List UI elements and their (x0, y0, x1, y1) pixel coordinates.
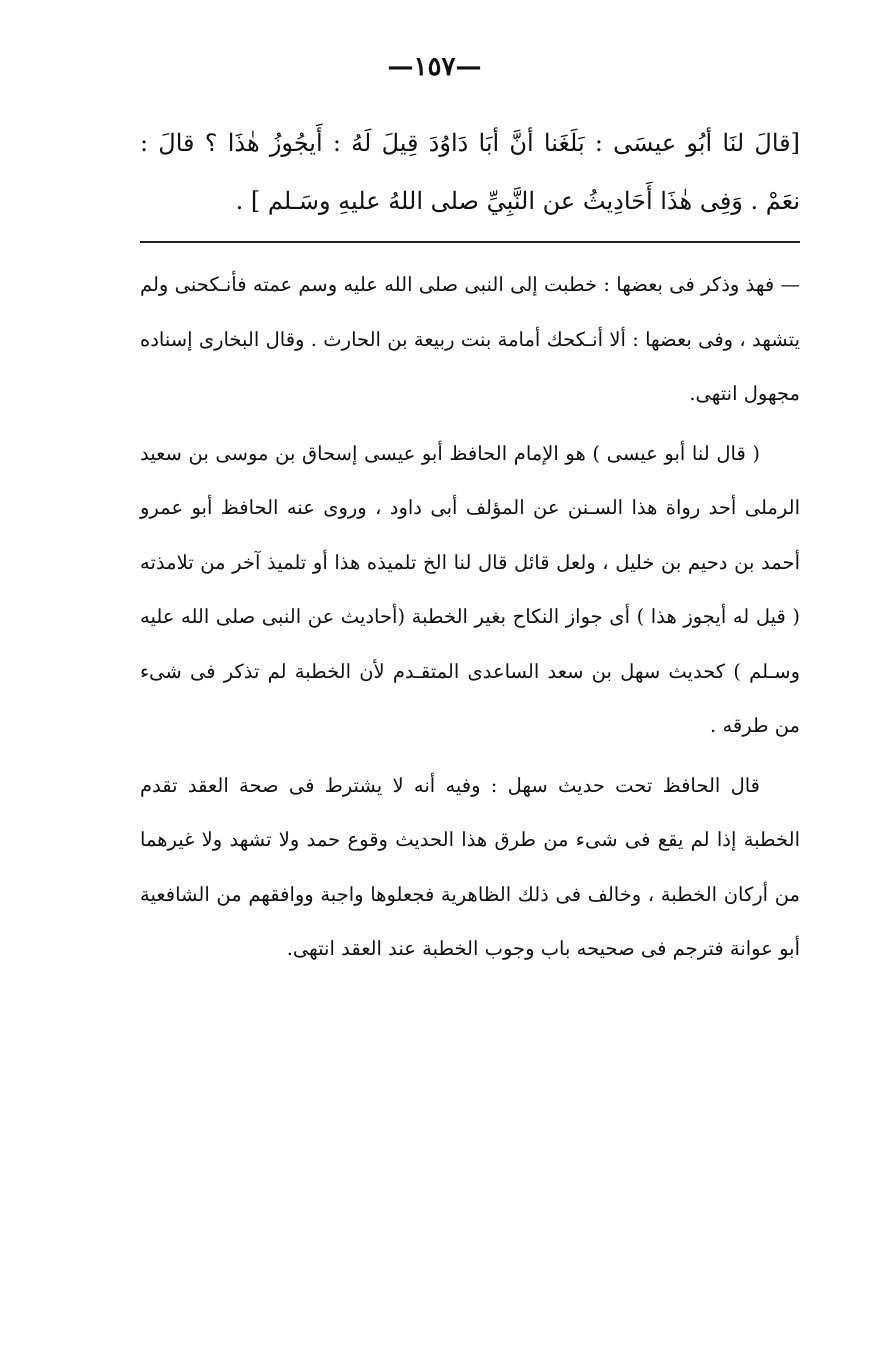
hadith-text (140, 114, 800, 230)
commentary-paragraph-3: قال الحافظ تحت حديث سهل : وفيه أنه لا يشترط فى صحة العقد تقدم الخطبة إذا لم يقع فى شىء من طرق هذا الحديث وقوع حمد ولا تشهد ولا غيرهما من أركان الخطبة ، وخالف فى ذلك الظاهرية فجعلوها واجبة ووافقهم من الشافعية أبو عوانة فترجم فى صحيحه باب وجوب الخطبة عند العقد انتهى. (140, 773, 800, 960)
commentary-paragraph-1: — فهذ وذكر فى بعضها : خطبت إلى النبى صلى الله عليه وسم عمته فأنـكحنى ولم يتشهد ، وفى بعضها : ألا أنـكحك أمامة بنت ربيعة بن الحارث . وقال البخارى إسناده مجهول انتهى. (140, 273, 800, 405)
commentary-paragraph-2: ( قال لنا أبو عيسى ) هو الإمام الحافظ أبو عيسى إسحاق بن موسى بن سعيد الرملى أحد رواة هذا السـنن عن المؤلف أبى داود ، وروى عنه الحافظ أبو عمرو أحمد بن دحيم بن خليل ، ولعل قائل قال لنا الخ تلميذه هذا أو تلميذ آخر من تلامذته ( قيل له أيجوز هذا ) أى جواز النكاح بغير الخطبة (أحاديث عن النبى صلى الله عليه وسـلم ) كحديث سهل بن سعد الساعدى المتقـدم لأن الخطبة لم تذكر فى شىء من طرقه . (140, 441, 800, 737)
separator-line (140, 241, 800, 243)
page-number: —١٥٧— (387, 52, 482, 82)
hadith-paragraph: [قالَ لنَا أبُو عيسَى : بَلَغَنا أنَّ أبَا دَاوُدَ قِيلَ لَهُ : أَيجُوزُ هٰذَا ؟ قالَ : نعَمْ . وَفِى هٰذَا أَحَادِيثُ عن النَّبِيِّ صلى اللهُ عليهِ وسَـلم ] . (140, 129, 800, 215)
commentary-section (140, 258, 800, 982)
